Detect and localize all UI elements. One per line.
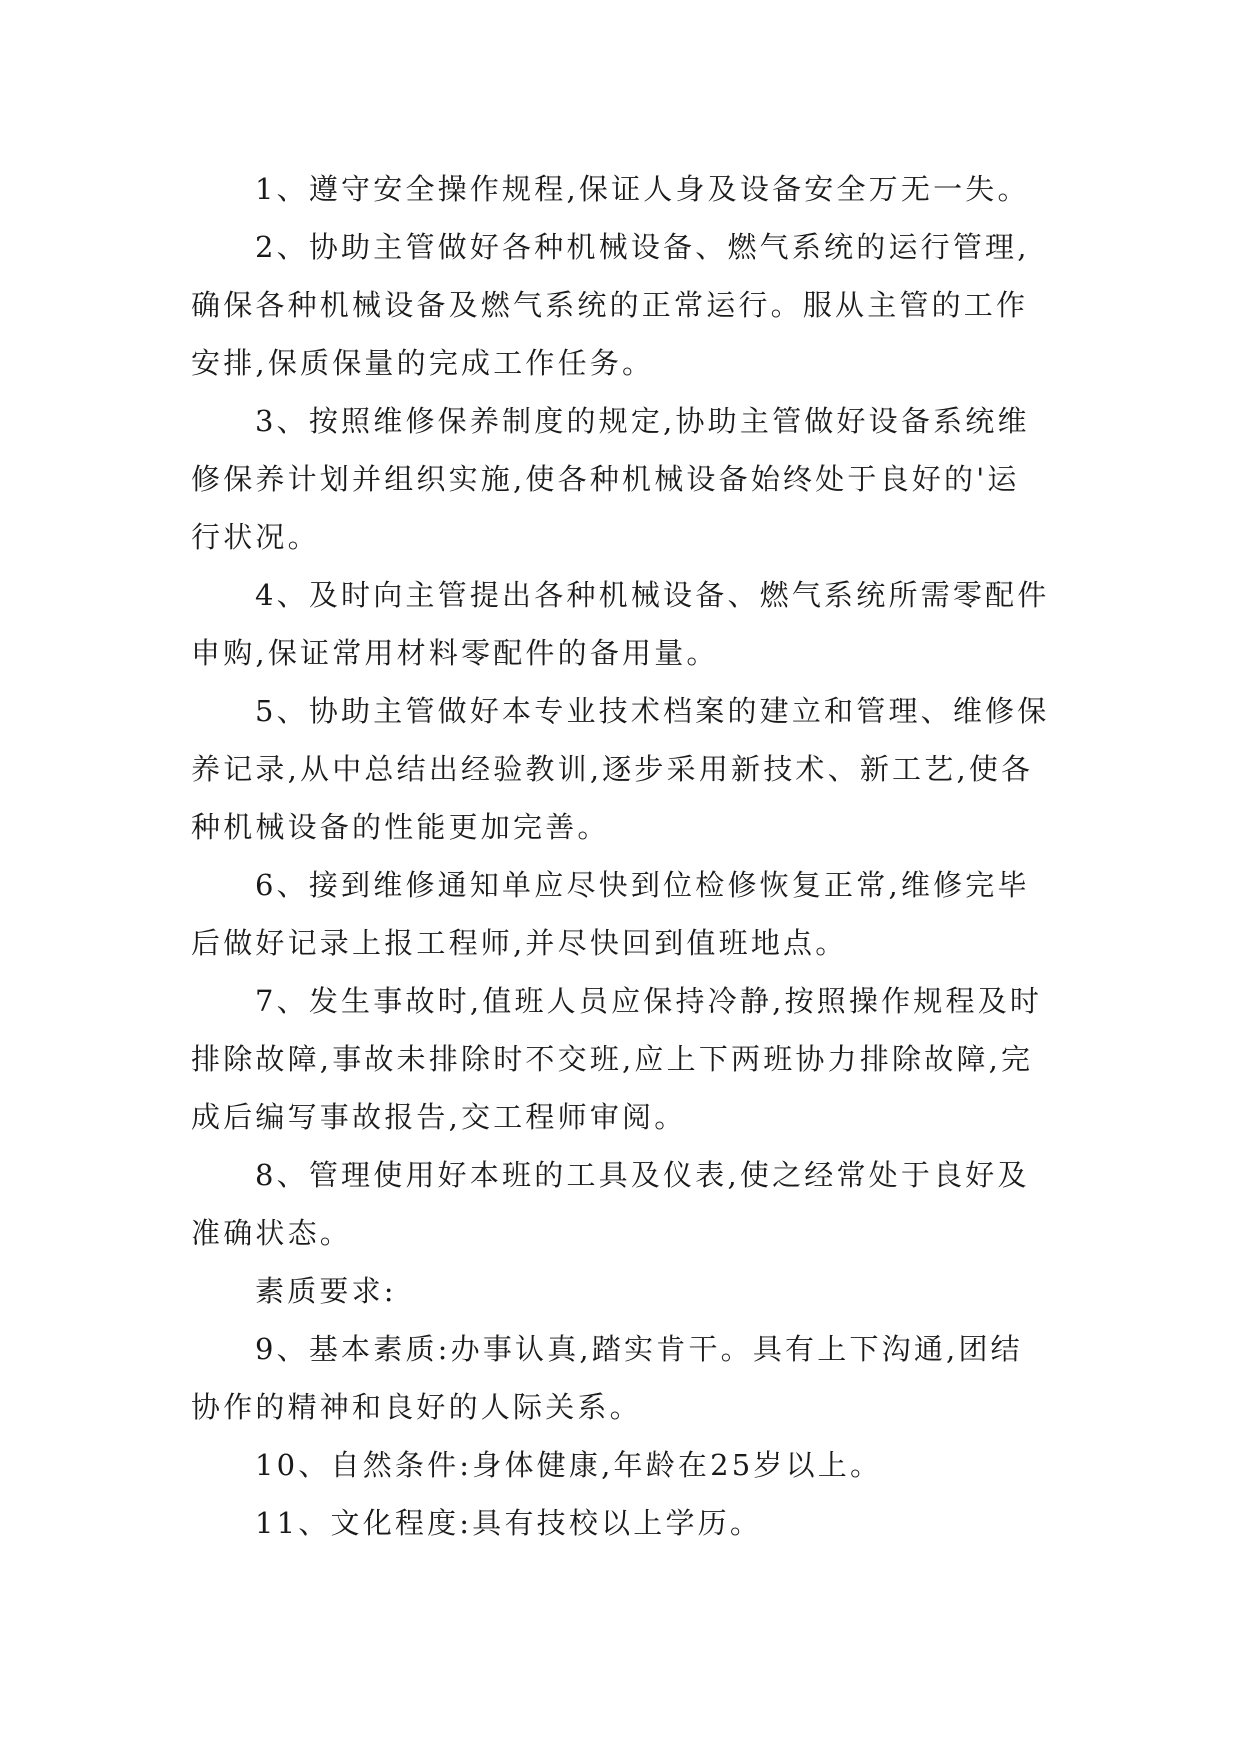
paragraph-11: 11、文化程度:具有技校以上学历。 — [255, 1506, 763, 1540]
document-body — [191, 160, 1051, 1552]
paragraph-3: 3、按照维修保养制度的规定,协助主管做好设备系统维修保养计划并组织实施,使各种机械设备始终处于良好的'运行状况。 — [191, 404, 1030, 554]
paragraph-6: 6、接到维修通知单应尽快到位检修恢复正常,维修完毕后做好记录上报工程师,并尽快回到值班地点。 — [191, 868, 1030, 960]
paragraph-5: 5、协助主管做好本专业技术档案的建立和管理、维修保养记录,从中总结出经验教训,逐步采用新技术、新工艺,使各种机械设备的性能更加完善。 — [191, 694, 1050, 844]
paragraph-8: 8、管理使用好本班的工具及仪表,使之经常处于良好及准确状态。 — [191, 1158, 1030, 1250]
paragraph-4: 4、及时向主管提出各种机械设备、燃气系统所需零配件申购,保证常用材料零配件的备用量。 — [191, 578, 1050, 670]
paragraph-1: 1、遵守安全操作规程,保证人身及设备安全万无一失。 — [255, 172, 1030, 206]
paragraph-7: 7、发生事故时,值班人员应保持冷静,按照操作规程及时排除故障,事故未排除时不交班,应上下两班协力排除故障,完成后编写事故报告,交工程师审阅。 — [191, 984, 1043, 1134]
paragraph-10: 10、自然条件:身体健康,年龄在25岁以上。 — [255, 1448, 883, 1482]
paragraph-9: 9、基本素质:办事认真,踏实肯干。具有上下沟通,团结协作的精神和良好的人际关系。 — [191, 1332, 1023, 1424]
paragraph-2: 2、协助主管做好各种机械设备、燃气系统的运行管理,确保各种机械设备及燃气系统的正常运行。服从主管的工作安排,保质保量的完成工作任务。 — [191, 230, 1030, 380]
section-heading-quality-requirements: 素质要求: — [255, 1274, 397, 1308]
